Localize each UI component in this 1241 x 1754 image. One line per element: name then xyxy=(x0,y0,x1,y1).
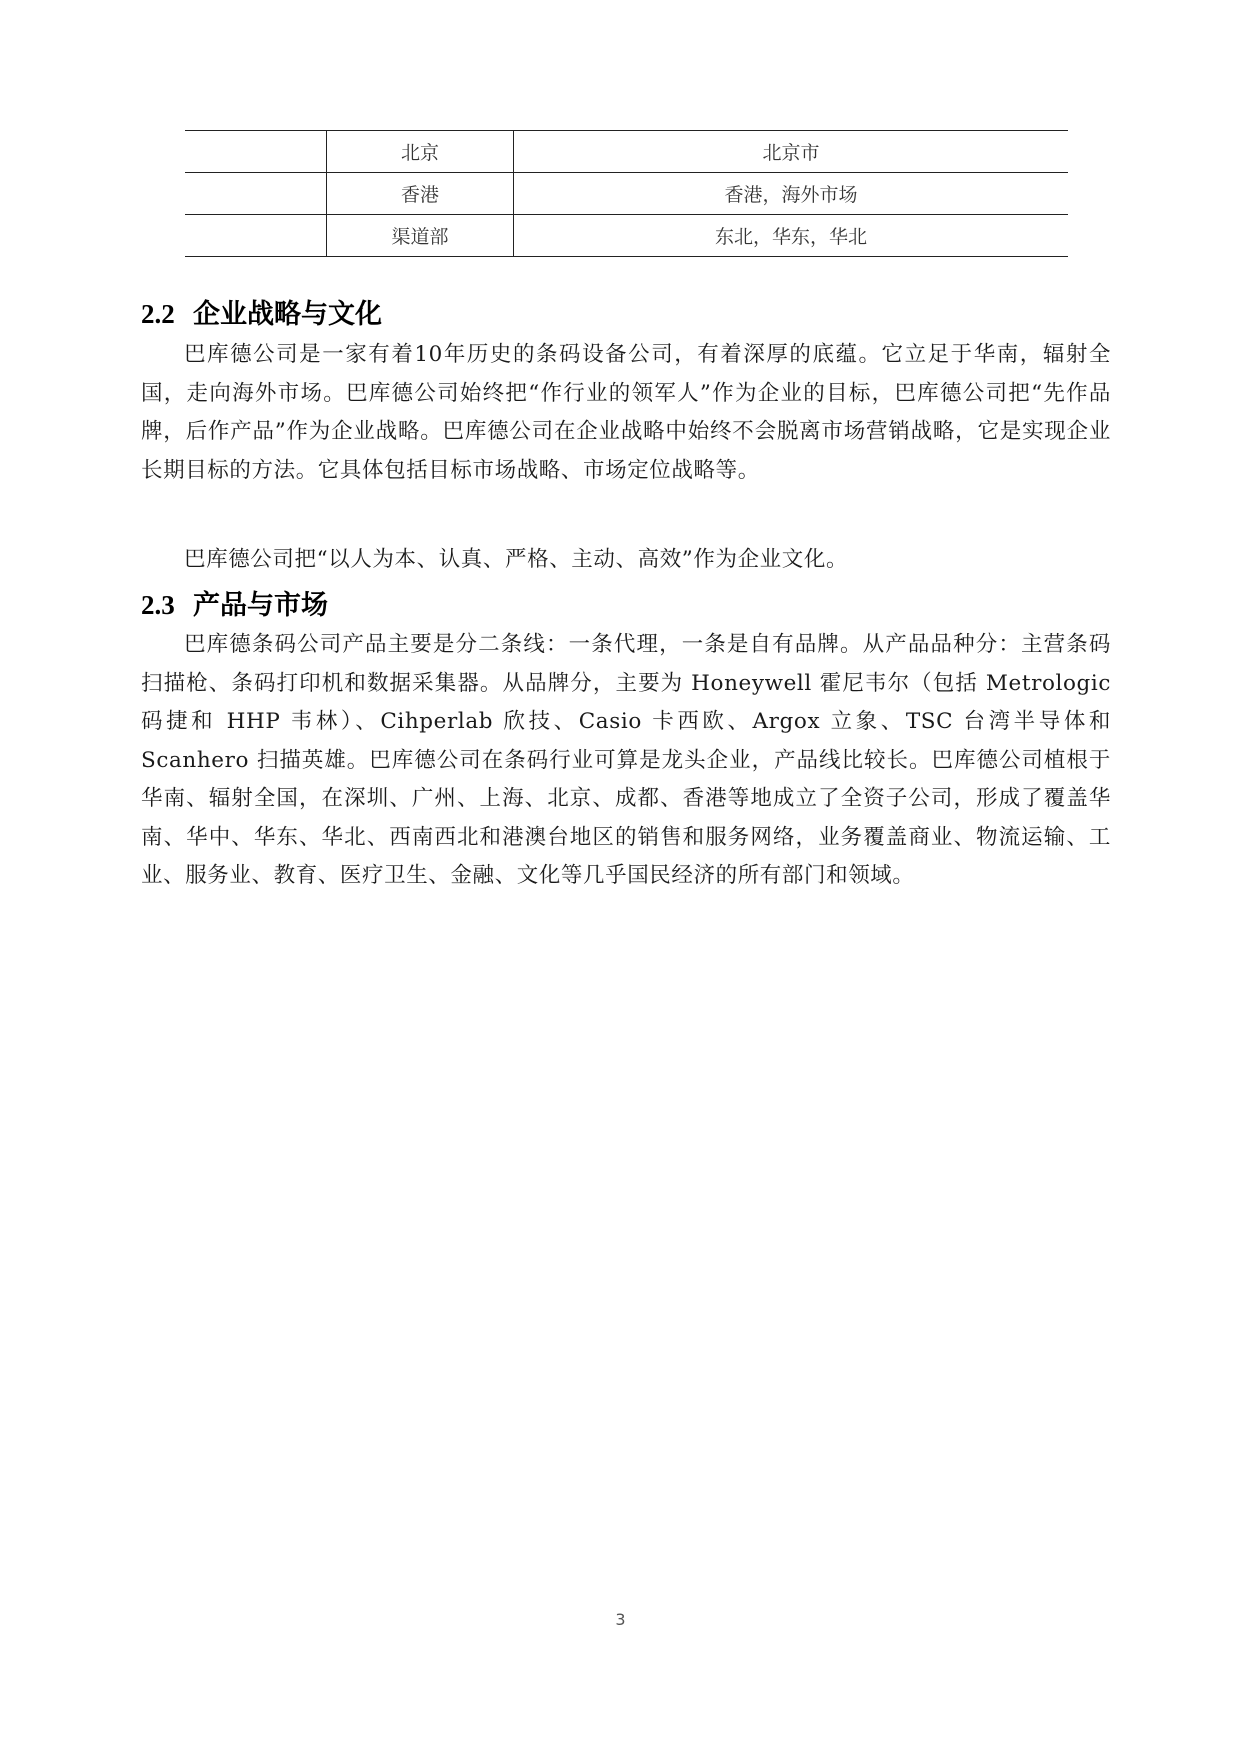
paragraph-culture: 巴库德公司把“以人为本、认真、严格、主动、高效”作为企业文化。 xyxy=(184,547,849,572)
section-number: 2.3 xyxy=(141,590,175,620)
table-cell-blank xyxy=(185,215,327,257)
distribution-table xyxy=(185,130,1068,257)
section-title: 企业战略与文化 xyxy=(193,299,382,330)
table-cell-area: 香港，海外市场 xyxy=(514,173,1069,215)
table-cell-area: 东北，华东，华北 xyxy=(514,215,1069,257)
section-number: 2.2 xyxy=(141,299,175,329)
section-heading-2-3 xyxy=(141,583,328,622)
table-cell-blank xyxy=(185,173,327,215)
section-title: 产品与市场 xyxy=(193,590,328,621)
table-cell-area: 北京市 xyxy=(514,131,1069,173)
table-cell-blank xyxy=(185,131,327,173)
paragraph-products: 巴库德条码公司产品主要是分二条线：一条代理，一条是自有品牌。从产品品种分：主营条码扫描枪、条码打印机和数据采集器。从品牌分，主要为 Honeywell 霍尼韦尔（包括 Metrologic 码捷和 HHP 韦林）、Cihperlab 欣技、Casio 卡西欧、Argox 立象、TSC 台湾半导体和 Scanhero 扫描英雄。巴库德公司在条码行业可算是龙头企业，产品线比较长。巴库德公司植根于华南、辐射全国，在深圳、广州、上海、北京、成都、香港等地成立了全资子公司，形成了覆盖华南、华中、华东、华北、西南西北和港澳台地区的销售和服务网络，业务覆盖商业、物流运输、工业、服务业、教育、医疗卫生、金融、文化等几乎国民经济的所有部门和领域。 xyxy=(141,632,1111,888)
page-number: 3 xyxy=(615,1610,626,1629)
paragraph-strategy: 巴库德公司是一家有着10年历史的条码设备公司，有着深厚的底蕴。它立足于华南，辐射全国，走向海外市场。巴库德公司始终把“作行业的领军人”作为企业的目标，巴库德公司把“先作品牌，后作产品”作为企业战略。巴库德公司在企业战略中始终不会脱离市场营销战略，它是实现企业长期目标的方法。它具体包括目标市场战略、市场定位战略等。 xyxy=(141,342,1111,483)
table-cell-region: 香港 xyxy=(327,173,514,215)
section-heading-2-2 xyxy=(141,292,382,331)
table-row xyxy=(185,173,1068,215)
table-row xyxy=(185,131,1068,173)
table-cell-region: 渠道部 xyxy=(327,215,514,257)
table-cell-region: 北京 xyxy=(327,131,514,173)
table-row xyxy=(185,215,1068,257)
